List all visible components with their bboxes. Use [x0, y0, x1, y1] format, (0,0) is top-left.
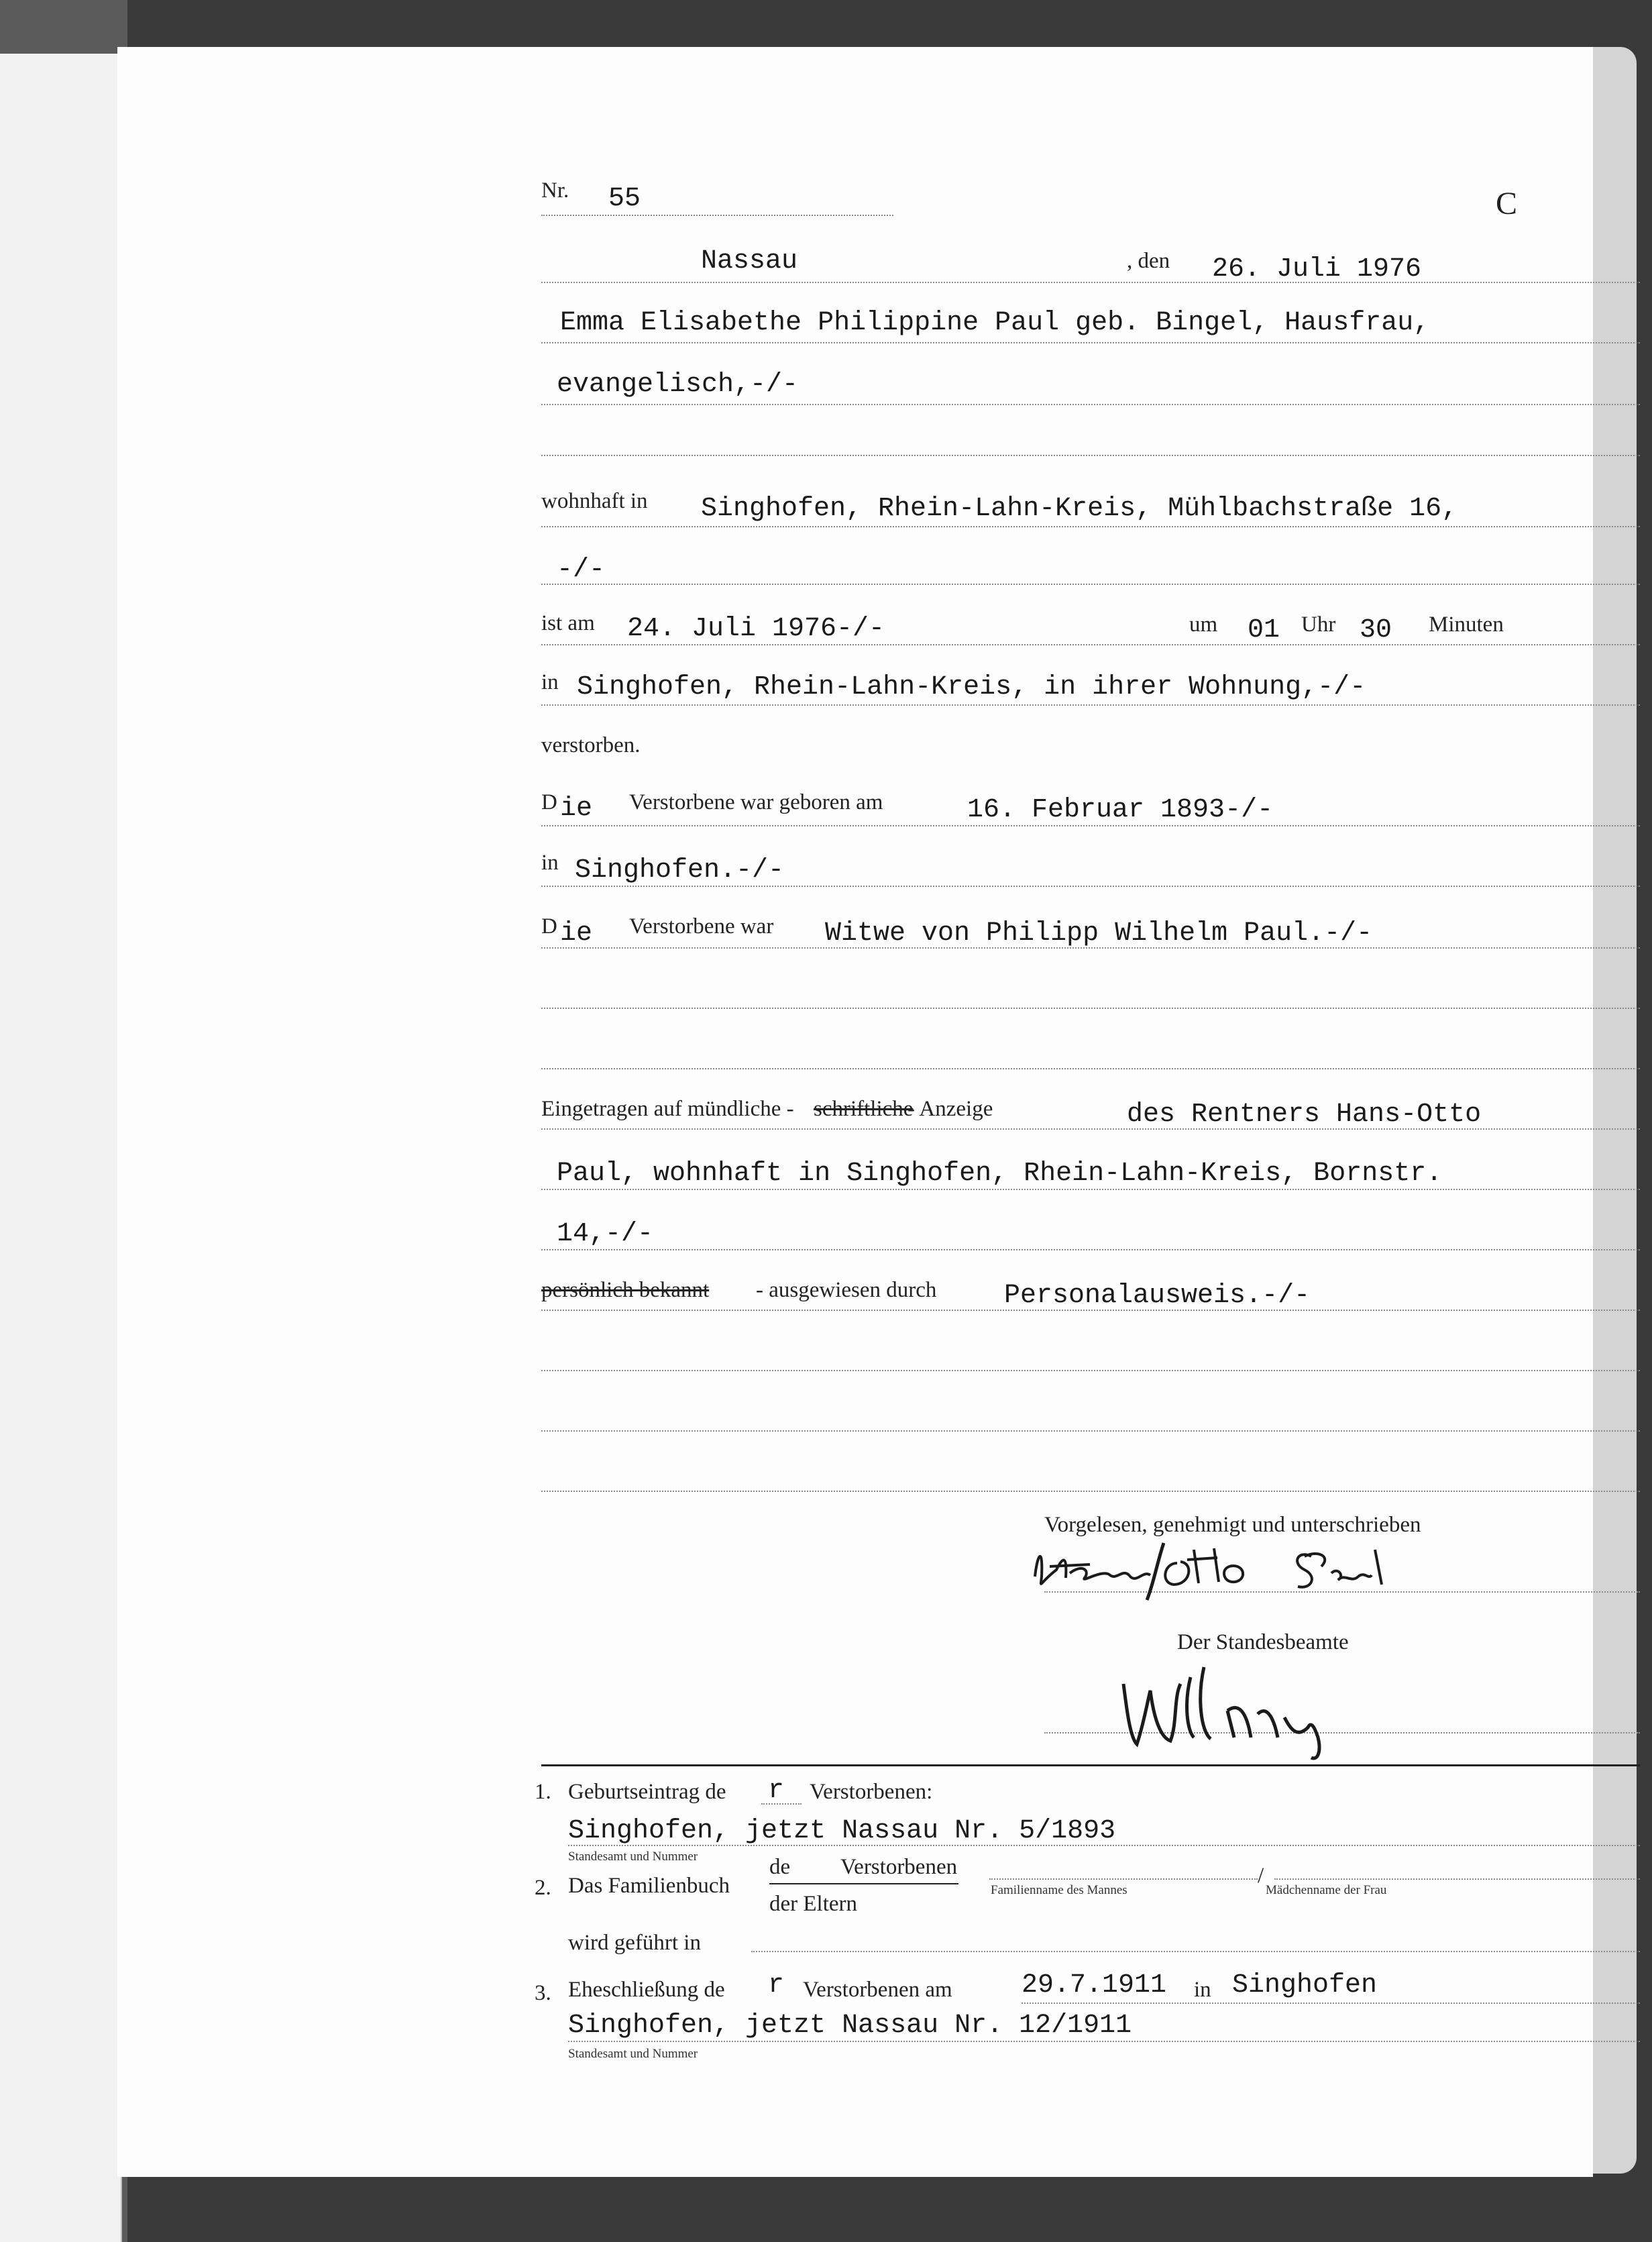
- marital-status: Witwe von Philipp Wilhelm Paul.-/-: [825, 918, 1373, 949]
- familienname-caption: Familienname des Mannes: [991, 1883, 1127, 1897]
- standesbeamte-label: Der Standesbeamte: [1177, 1630, 1349, 1654]
- note-1-line: [568, 1845, 1640, 1846]
- note-2-label: Das Familienbuch: [568, 1874, 730, 1898]
- nr-label: Nr.: [541, 178, 569, 203]
- d-label-1: D: [541, 790, 557, 814]
- gender-suffix-1: ie: [560, 794, 593, 824]
- persoenlich-struck: persönlich bekannt: [541, 1278, 710, 1302]
- death-place-line: [541, 704, 1640, 706]
- um-label: um: [1189, 612, 1218, 637]
- den-label: , den: [1127, 249, 1170, 273]
- name-line-3: [541, 455, 1640, 456]
- standesamt-caption-2: Standesamt und Nummer: [568, 2047, 698, 2061]
- note-3-line: [568, 2041, 1640, 2042]
- d-label-2: D: [541, 914, 557, 939]
- registrar-signature: [1117, 1664, 1492, 1764]
- birth-date-line: [541, 825, 1640, 826]
- schriftliche-struck: schriftliche: [814, 1097, 914, 1121]
- note-1-number: 1.: [535, 1780, 551, 1804]
- note-2-slash: /: [1258, 1864, 1264, 1888]
- residence-cont: -/-: [557, 555, 606, 585]
- informant-line-1: des Rentners Hans-Otto: [1127, 1100, 1482, 1130]
- note-2-line: [751, 1951, 1640, 1952]
- marital-line-1: [541, 947, 1640, 949]
- informant-signature: [1023, 1536, 1559, 1603]
- informant-line-2: Paul, wohnhaft in Singhofen, Rhein-Lahn-Kreis, Bornstr.: [557, 1159, 1443, 1189]
- standesamt-caption-1: Standesamt und Nummer: [568, 1850, 698, 1864]
- note-2-verstorbenen: Verstorbenen: [840, 1855, 958, 1879]
- birth-in-label: in: [541, 851, 559, 875]
- birth-place-line: [541, 886, 1640, 887]
- note-1-suffix: r: [768, 1776, 785, 1806]
- note-3-in: in: [1194, 1978, 1211, 2002]
- id-document: Personalausweis.-/-: [1004, 1281, 1311, 1311]
- death-date: 24. Juli 1976-/-: [627, 614, 885, 644]
- war-label: Verstorbene war: [629, 914, 774, 939]
- minuten-label: Minuten: [1429, 612, 1504, 637]
- maedchenname-line: [1274, 1878, 1640, 1880]
- date-line: [541, 282, 1640, 283]
- ausgewiesen-label: - ausgewiesen durch: [756, 1278, 937, 1302]
- wird-label: wird geführt in: [568, 1931, 701, 1955]
- birth-place: Singhofen.-/-: [575, 855, 785, 886]
- note-3-date-line: [1022, 2003, 1640, 2004]
- blank-line-3: [541, 1491, 1640, 1492]
- in-label: in: [541, 670, 559, 694]
- note-2-number: 2.: [535, 1876, 551, 1900]
- informant-line-2-rule: [541, 1189, 1640, 1190]
- note-3-label: Eheschließung de: [568, 1978, 725, 2002]
- record-date: 26. Juli 1976: [1212, 254, 1422, 284]
- familienname-line: [989, 1878, 1258, 1880]
- left-page-edge: [0, 54, 122, 2242]
- birth-register-entry: Singhofen, jetzt Nassau Nr. 5/1893: [568, 1816, 1116, 1846]
- marriage-date: 29.7.1911: [1022, 1970, 1167, 2000]
- name-line-1: [541, 342, 1640, 343]
- religion: evangelisch,-/-: [557, 370, 799, 400]
- note-2-eltern: der Eltern: [769, 1892, 858, 1916]
- vorgelesen-label: Vorgelesen, genehmigt und unterschrieben: [1044, 1513, 1421, 1537]
- residence-line-2: [541, 584, 1640, 585]
- geboren-label: Verstorbene war geboren am: [629, 790, 883, 814]
- residence-line-1: [541, 526, 1640, 527]
- death-minutes: 30: [1360, 615, 1392, 645]
- blank-line-2: [541, 1430, 1640, 1432]
- nr-line: [541, 215, 893, 216]
- verstorben-label: verstorben.: [541, 733, 641, 757]
- informant-line-1-rule: [541, 1128, 1640, 1130]
- gender-suffix-2: ie: [560, 918, 593, 949]
- ist-am-label: ist am: [541, 611, 595, 635]
- death-hour: 01: [1248, 615, 1280, 645]
- informant-line-3-rule: [541, 1249, 1640, 1250]
- note-2-fraction-line: [769, 1883, 958, 1884]
- note-1-label: Geburtseintrag de: [568, 1780, 726, 1804]
- anzeige-label: - Anzeige: [907, 1097, 993, 1121]
- birth-date: 16. Februar 1893-/-: [967, 795, 1274, 825]
- uhr-label: Uhr: [1301, 612, 1336, 637]
- wohnhaft-label: wohnhaft in: [541, 489, 648, 513]
- deceased-name: Emma Elisabethe Philippine Paul geb. Bingel, Hausfrau,: [560, 308, 1430, 338]
- note-1-label2: Verstorbenen:: [810, 1780, 933, 1804]
- marriage-register-entry: Singhofen, jetzt Nassau Nr. 12/1911: [568, 2011, 1132, 2041]
- note-2-de: de: [769, 1855, 791, 1879]
- id-line: [541, 1310, 1640, 1311]
- note-3-suffix: r: [768, 1970, 785, 2000]
- death-date-line: [541, 644, 1640, 645]
- marital-line-3: [541, 1068, 1640, 1069]
- record-number: 55: [608, 184, 641, 214]
- place: Nassau: [701, 246, 798, 276]
- death-place: Singhofen, Rhein-Lahn-Kreis, in ihrer Wohnung,-/-: [577, 672, 1366, 702]
- informant-line-3: 14,-/-: [557, 1219, 654, 1249]
- maedchenname-caption: Mädchenname der Frau: [1266, 1883, 1387, 1897]
- section-divider: [541, 1764, 1640, 1766]
- marital-line-2: [541, 1008, 1640, 1009]
- name-line-2: [541, 404, 1640, 405]
- note-3-label2: Verstorbenen am: [803, 1978, 952, 2002]
- marriage-place: Singhofen: [1232, 1970, 1378, 2000]
- series-letter: C: [1496, 186, 1518, 221]
- eingetragen-label: Eingetragen auf mündliche -: [541, 1097, 794, 1121]
- blank-line-1: [541, 1370, 1640, 1371]
- residence: Singhofen, Rhein-Lahn-Kreis, Mühlbachstraße 16,: [701, 494, 1458, 524]
- note-1-suffix-line: [761, 1803, 802, 1805]
- note-3-number: 3.: [535, 1981, 551, 2005]
- register-page: [117, 47, 1593, 2177]
